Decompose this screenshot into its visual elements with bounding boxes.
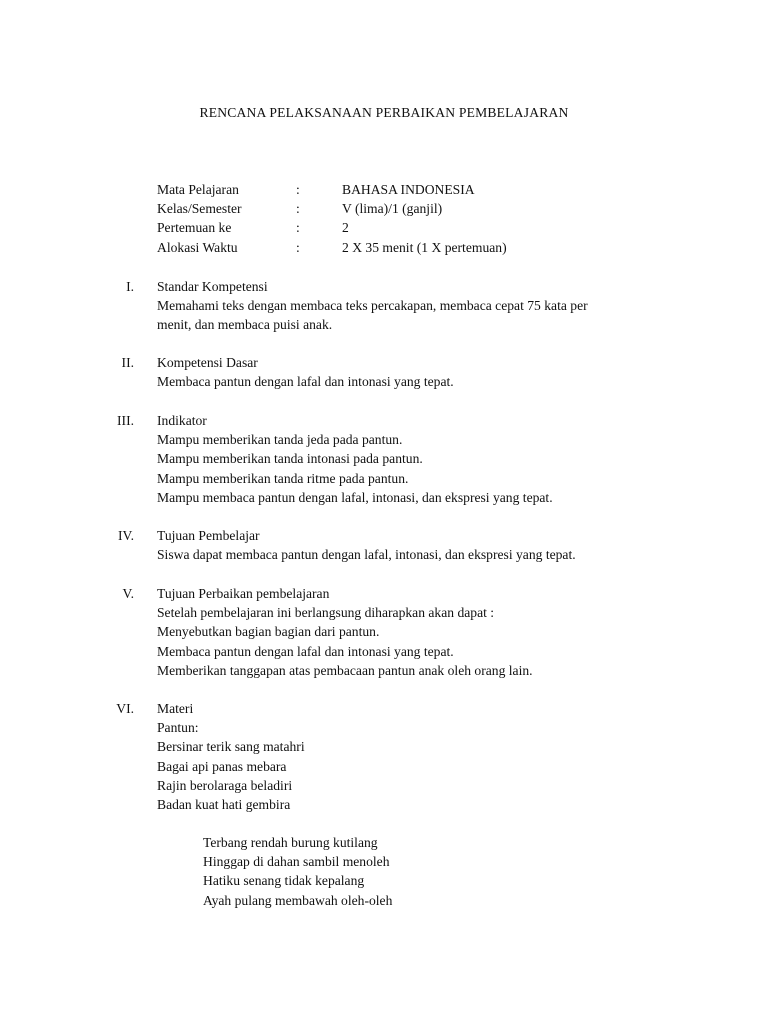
meta-colon: : <box>296 182 300 197</box>
section-line: Setelah pembelajaran ini berlangsung diharapkan akan dapat : <box>157 605 495 621</box>
meta-value: 2 <box>342 220 349 236</box>
section-line: menit, dan membaca puisi anak. <box>157 317 333 333</box>
section-line: Rajin berolaraga beladiri <box>157 777 293 793</box>
meta-value: 2 X 35 menit (1 X pertemuan) <box>342 239 507 255</box>
meta-colon: : <box>296 220 300 236</box>
poem-line: Ayah pulang membawah oleh-oleh <box>203 892 393 908</box>
meta-label: Pertemuan ke <box>157 220 232 236</box>
section-line: Menyebutkan bagian bagian dari pantun. <box>157 624 380 640</box>
section-number: I. <box>126 279 134 294</box>
section-heading: Tujuan Perbaikan pembelajaran <box>157 586 330 601</box>
meta-row <box>157 238 717 257</box>
section-line: Membaca pantun dengan lafal dan intonasi yang tepat. <box>157 374 454 390</box>
section-line: Badan kuat hati gembira <box>157 796 291 812</box>
section-body <box>157 699 657 814</box>
section-body <box>157 353 657 391</box>
section-line: Mampu memberikan tanda jeda pada pantun. <box>157 432 403 448</box>
poem-line: Hatiku senang tidak kepalang <box>203 873 365 889</box>
section-heading: Kompetensi Dasar <box>157 355 258 370</box>
section-line: Pantun: <box>157 720 199 736</box>
meta-colon: : <box>296 239 300 255</box>
section-heading: Tujuan Pembelajar <box>157 528 260 543</box>
section-number: VI. <box>116 701 134 716</box>
section-line: Bagai api panas mebara <box>157 758 287 774</box>
meta-value: V (lima)/1 (ganjil) <box>342 201 443 217</box>
section-body <box>157 411 657 507</box>
meta-label: Mata Pelajaran <box>157 182 239 197</box>
section-line: Siswa dapat membaca pantun dengan lafal, intonasi, dan ekspresi yang tepat. <box>157 547 576 563</box>
section-line: Memahami teks dengan membaca teks percakapan, membaca cepat 75 kata per <box>157 298 588 314</box>
section-number: III. <box>117 413 134 428</box>
meta-row <box>157 218 717 237</box>
section-body <box>157 584 657 680</box>
meta-table <box>157 180 717 257</box>
section-line: Memberikan tanggapan atas pembacaan pantun anak oleh orang lain. <box>157 662 533 678</box>
section-number: II. <box>121 355 134 370</box>
section-heading: Indikator <box>157 413 207 428</box>
meta-row <box>157 180 717 199</box>
section-heading: Materi <box>157 701 194 716</box>
section-heading: Standar Kompetensi <box>157 279 268 294</box>
section-line: Bersinar terik sang matahri <box>157 739 305 755</box>
pantun-poem <box>203 833 392 910</box>
section-number: V. <box>122 586 134 601</box>
section-line: Mampu memberikan tanda intonasi pada pantun. <box>157 451 423 467</box>
section-line: Membaca pantun dengan lafal dan intonasi yang tepat. <box>157 643 454 659</box>
poem-line: Hinggap di dahan sambil menoleh <box>203 854 390 870</box>
meta-row <box>157 199 717 218</box>
meta-label: Kelas/Semester <box>157 201 242 217</box>
section-line: Mampu memberikan tanda ritme pada pantun. <box>157 470 409 486</box>
section-body <box>157 526 657 564</box>
meta-label: Alokasi Waktu <box>157 239 238 255</box>
section-line: Mampu membaca pantun dengan lafal, intonasi, dan ekspresi yang tepat. <box>157 489 553 505</box>
document-title: RENCANA PELAKSANAAN PERBAIKAN PEMBELAJARAN <box>199 105 569 120</box>
meta-colon: : <box>296 201 300 217</box>
section-number: IV. <box>118 528 134 543</box>
meta-value: BAHASA INDONESIA <box>342 182 475 197</box>
section-body <box>157 277 657 335</box>
poem-line: Terbang rendah burung kutilang <box>203 835 378 850</box>
